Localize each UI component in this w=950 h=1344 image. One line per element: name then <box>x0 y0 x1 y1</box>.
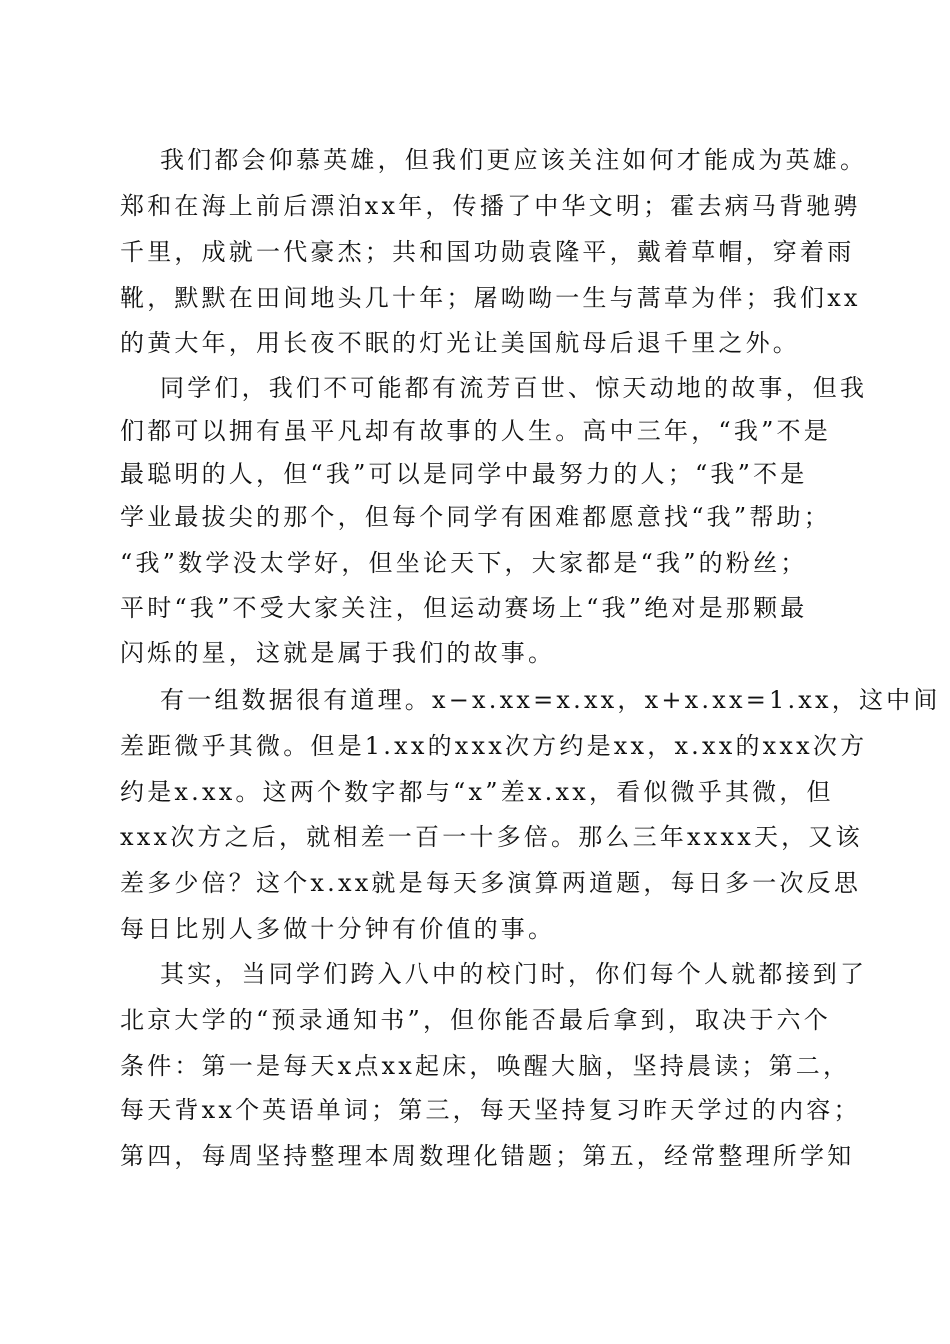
paragraph-2-line-3: 最聪明的人，但“我”可以是同学中最努力的人；“我”不是 <box>120 460 808 488</box>
paragraph-4-line-2: 北京大学的“预录通知书”，但你能否最后拿到，取决于六个 <box>120 1006 831 1034</box>
paragraph-3-line-1: 有一组数据很有道理。x−x.xx=x.xx，x+x.xx=1.xx，这中间 <box>160 686 941 714</box>
paragraph-3-line-2: 差距微乎其微。但是1.xx的xxx次方约是xx，x.xx的xxx次方 <box>120 732 868 760</box>
paragraph-3-line-5: 差多少倍？这个x.xx就是每天多演算两道题，每日多一次反思 <box>120 869 862 897</box>
paragraph-1-line-5: 的黄大年，用长夜不眠的灯光让美国航母后退千里之外。 <box>120 329 800 357</box>
paragraph-2-line-4: 学业最拔尖的那个，但每个同学有困难都愿意找“我”帮助； <box>120 503 831 531</box>
paragraph-1-line-4: 靴，默默在田间地头几十年；屠呦呦一生与蒿草为伴；我们xx <box>120 284 861 312</box>
paragraph-2-line-6: 平时“我”不受大家关注，但运动赛场上“我”绝对是那颗最 <box>120 594 808 622</box>
paragraph-2-line-5: “我”数学没太学好，但坐论天下，大家都是“我”的粉丝； <box>120 549 808 577</box>
paragraph-4-line-4: 每天背xx个英语单词；第三，每天坚持复习昨天学过的内容； <box>120 1096 861 1124</box>
paragraph-3-line-3: 约是x.xx。这两个数字都与“x”差x.xx，看似微乎其微，但 <box>120 778 834 806</box>
paragraph-4-line-3: 条件：第一是每天x点xx起床，唤醒大脑，坚持晨读；第二， <box>120 1052 851 1080</box>
paragraph-1-line-2: 郑和在海上前后漂泊xx年，传播了中华文明；霍去病马背驰骋 <box>120 192 861 220</box>
paragraph-3-line-4: xxx次方之后，就相差一百一十多倍。那么三年xxxx天，又该 <box>120 823 863 851</box>
paragraph-2-line-2: 们都可以拥有虽平凡却有故事的人生。高中三年，“我”不是 <box>120 417 831 445</box>
paragraph-4-line-5: 第四，每周坚持整理本周数理化错题；第五，经常整理所学知 <box>120 1142 855 1170</box>
paragraph-3-line-6: 每日比别人多做十分钟有价值的事。 <box>120 915 556 943</box>
paragraph-1-line-3: 千里，成就一代豪杰；共和国功勋袁隆平，戴着草帽，穿着雨 <box>120 238 855 266</box>
paragraph-4-line-1: 其实，当同学们跨入八中的校门时，你们每个人就都接到了 <box>160 960 868 988</box>
paragraph-2-line-7: 闪烁的星，这就是属于我们的故事。 <box>120 639 556 667</box>
paragraph-2-line-1: 同学们，我们不可能都有流芳百世、惊天动地的故事，但我 <box>160 374 868 402</box>
paragraph-1-line-1: 我们都会仰慕英雄，但我们更应该关注如何才能成为英雄。 <box>160 146 868 174</box>
